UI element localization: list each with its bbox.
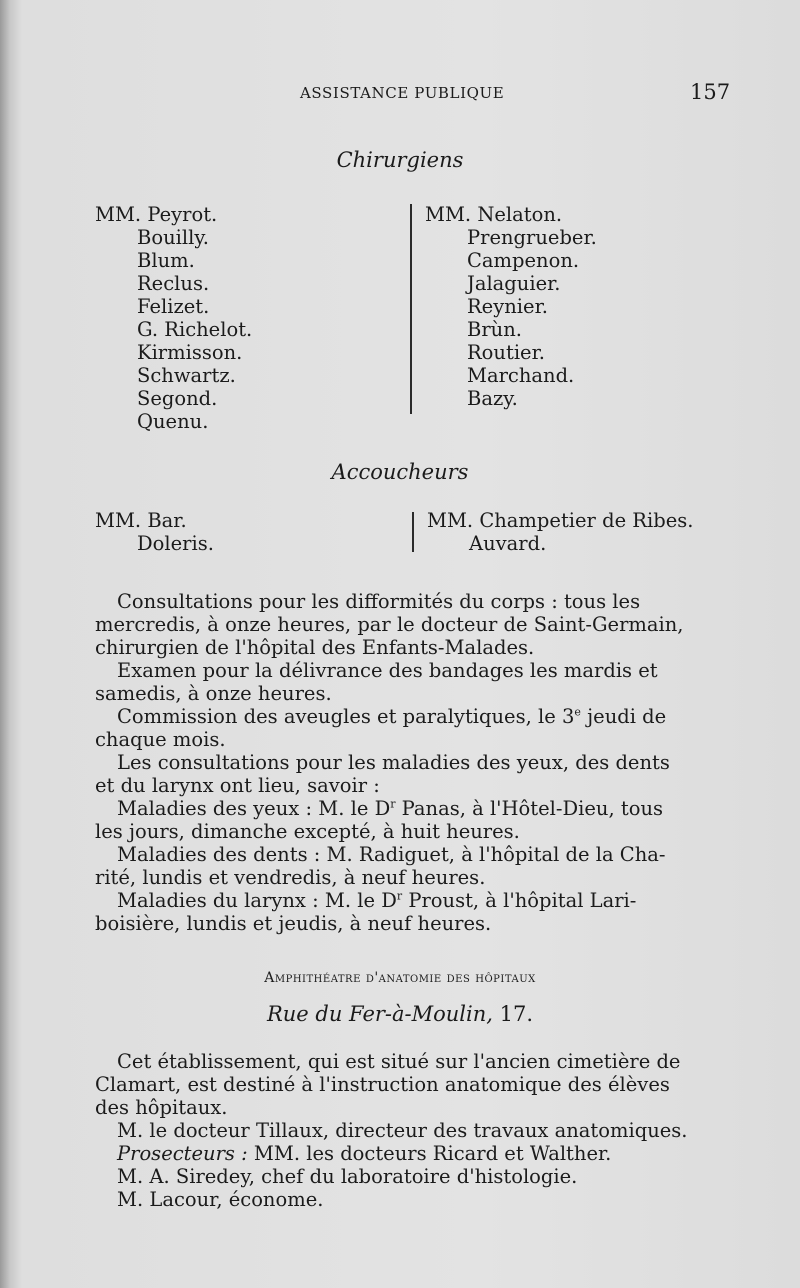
staff-list [95,1119,722,1211]
text-line: mercredis, à onze heures, par le docteur de Saint-Germain, [95,613,684,636]
column-divider [410,204,412,414]
paragraph-commission [95,705,722,751]
staff-econome: M. Lacour, économe. [117,1188,324,1211]
superscript: r [390,797,396,811]
surgeon-name: Schwartz. [137,364,236,387]
text-line: rité, lundis et vendredis, à neuf heures. [95,866,486,889]
text-line: Clamart, est destiné à l'instruction anatomique des élèves [95,1073,670,1096]
section-title-chirurgiens: Chirurgiens [336,148,464,172]
street-name: Rue du Fer-à-Moulin, [266,1002,493,1026]
obstetrician-name: Auvard. [469,532,547,555]
text-line: Cet établissement, qui est situé sur l'ancien cimetière de [117,1050,681,1073]
surgeon-name: G. Richelot. [137,318,253,341]
running-title: ASSISTANCE PUBLIQUE [300,84,505,102]
text-line [95,889,722,912]
text-line: les jours, dimanche excepté, à huit heures. [95,820,520,843]
section-title-accoucheurs: Accoucheurs [331,460,469,484]
text-fragment: jeudi de [580,705,667,728]
surgeon-name: Reynier. [467,295,548,318]
page-number: 157 [690,80,731,104]
paragraph-maladies-larynx [95,889,722,935]
paragraph-maladies-dents [95,843,722,889]
text-line: samedis, à onze heures. [95,682,332,705]
text-line: et du larynx ont lieu, savoir : [95,774,380,797]
text-line: boisière, lundis et jeudis, à neuf heures. [95,912,492,935]
superscript: r [396,889,403,903]
page-header [0,80,800,108]
superscript: e [574,705,581,719]
text-fragment: Commission des aveugles et paralytiques, le 3 [117,705,575,728]
staff-histologie: M. A. Siredey, chef du laboratoire d'histologie. [117,1165,578,1188]
obstetrician-name: Doleris. [137,532,214,555]
paragraph-maladies-yeux [95,797,722,843]
accoucheurs-left-column [95,509,214,555]
surgeon-name: Bazy. [467,387,518,410]
prosecteurs-label: Prosecteurs : [117,1142,248,1165]
text-line: Consultations pour les difformités du corps : tous les [117,590,641,613]
text-line: des hôpitaux. [95,1096,228,1119]
text-line: chirurgien de l'hôpital des Enfants-Malades. [95,636,535,659]
staff-prosecteurs [95,1142,722,1165]
text-line: Les consultations pour les maladies des yeux, des dents [117,751,670,774]
text-line: Examen pour la délivrance des bandages les mardis et [117,659,658,682]
surgeon-name: Brùn. [467,318,522,341]
surgeon-name: Kirmisson. [137,341,243,364]
staff-director: M. le docteur Tillaux, directeur des travaux anatomiques. [117,1119,688,1142]
surgeon-name: Jalaguier. [467,272,561,295]
obstetrician-name: MM. Champetier de Ribes. [427,509,694,532]
address-heading [0,1002,800,1026]
surgeon-name: Reclus. [137,272,210,295]
surgeon-name: Routier. [467,341,545,364]
paragraph-examen [95,659,722,705]
surgeon-name: Quenu. [137,410,209,433]
obstetrician-name: MM. Bar. [95,509,187,532]
surgeon-name: Blum. [137,249,195,272]
text-fragment: Panas, à l'Hôtel-Dieu, tous [395,797,664,820]
prosecteurs-names: MM. les docteurs Ricard et Walther. [247,1142,612,1165]
surgeon-name: Prengrueber. [467,226,597,249]
surgeon-name: Marchand. [467,364,575,387]
surgeon-name: Campenon. [467,249,580,272]
accoucheurs-right-column [427,509,693,555]
surgeon-name: Bouilly. [137,226,209,249]
surgeon-name: MM. Nelaton. [425,203,563,226]
chirurgiens-right-column [425,203,597,410]
text-line: Maladies des dents : M. Radiguet, à l'hôpital de la Cha- [117,843,666,866]
paragraph-consultations [95,590,722,659]
column-divider [412,512,414,552]
surgeon-name: MM. Peyrot. [95,203,218,226]
text-line [95,705,722,728]
surgeon-name: Felizet. [137,295,210,318]
section-title-amphitheatre: Amphithéatre d'anatomie des hôpitaux [264,970,536,986]
chirurgiens-left-column [95,203,252,433]
paragraph-consultations-yeux [95,751,722,797]
text-fragment: Maladies des yeux : M. le D [117,797,391,820]
text-line: chaque mois. [95,728,226,751]
text-line [95,797,722,820]
surgeon-name: Segond. [137,387,218,410]
street-number: 17. [492,1002,534,1026]
text-fragment: Maladies du larynx : M. le D [117,889,397,912]
paragraph-amphitheatre-description [95,1050,722,1119]
text-fragment: Proust, à l'hôpital Lari- [402,889,637,912]
